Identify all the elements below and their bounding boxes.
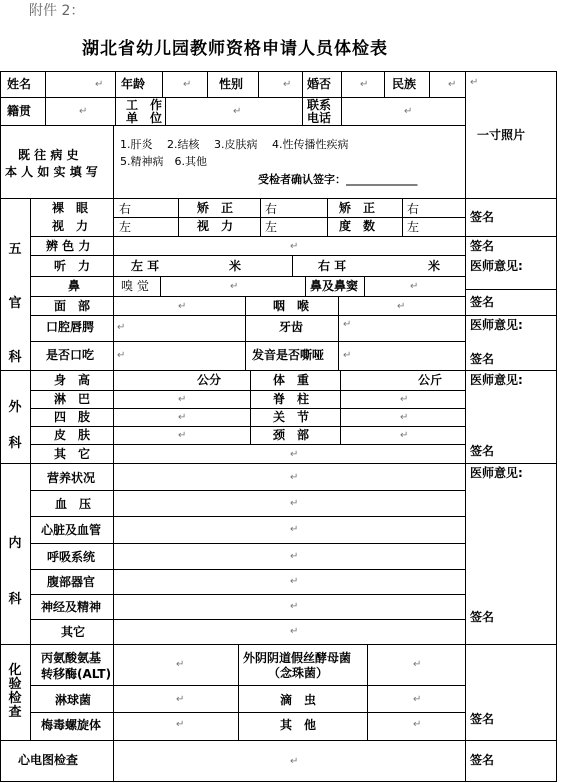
alt-field[interactable]: ↵ [176,659,185,670]
label-correction-degree-line1: 矫 正 [339,201,376,215]
history-options-line1: 1.肝炎 2.结核 3.皮肤病 4.性传播性疾病 [120,138,349,151]
label-work-line2: 单 位 [126,111,163,125]
label-neuro: 神经及精神 [41,600,102,614]
smell-field[interactable]: ↵ [230,281,239,292]
naked-left[interactable]: 左 [119,220,132,234]
stutter-field[interactable]: ↵ [117,350,126,361]
gonorrhea-field[interactable]: ↵ [176,694,185,705]
label-weight: 体 重 [273,373,310,387]
label-height: 身 高 [54,373,91,387]
attachment-label: 附件 2： [29,3,85,19]
label-respiratory: 呼吸系统 [47,550,96,564]
limbs-field[interactable]: ↵ [178,412,187,423]
spine-field[interactable]: ↵ [400,394,409,405]
sign-ent[interactable]: 签名 [470,295,495,309]
label-alt-line1: 丙氨酸氨基 [41,651,102,665]
face-field[interactable]: ↵ [178,301,187,312]
label-surgery-other: 其 它 [54,447,91,461]
label-naked-vision-line1: 裸 眼 [52,201,89,215]
lab-other-field[interactable]: ↵ [413,719,422,730]
internal-other-field[interactable]: ↵ [290,626,299,637]
history-label-line1: 既 往 病 史 [18,148,79,162]
throat-field[interactable]: ↵ [397,301,406,312]
sign-ecg[interactable]: 签名 [470,753,495,767]
gender-field[interactable]: ↵ [283,79,292,90]
label-throat: 咽 喉 [273,299,310,313]
label-hearing: 听 力 [54,259,91,273]
corrected-right[interactable]: 右 [265,202,278,216]
section-facial: 五 官 科 [8,242,22,365]
work-field[interactable]: ↵ [233,106,242,117]
ecg-field[interactable]: ↵ [290,756,299,767]
label-internal-other: 其它 [61,625,86,639]
label-limbs: 四 肢 [54,410,91,424]
section-surgery: 外 科 [8,400,22,451]
lymph-field[interactable]: ↵ [178,394,187,405]
label-stutter: 是否口吃 [46,348,95,362]
section-lab: 化 验 检 查 [8,663,22,720]
unit-kg: 公斤 [418,373,443,387]
unit-meter-right: 米 [428,259,441,273]
history-label-line2: 本 人 如 实 填 写 [5,165,98,179]
name-field[interactable]: ↵ [95,79,104,90]
unit-meter-left: 米 [229,259,242,273]
label-contact-line1: 联系 [307,98,332,112]
sign-surgery[interactable]: 签名 [470,444,495,458]
hometown-field[interactable]: ↵ [79,106,88,117]
doctor-opinion-internal: 医师意见: [470,466,523,480]
candida-field[interactable]: ↵ [413,659,422,670]
sign-color[interactable]: 签名 [470,239,495,253]
label-naked-vision-line2: 视 力 [52,219,89,233]
label-contact-line2: 电话 [307,111,332,125]
label-ethnic: 民族 [392,77,417,91]
doctor-opinion-ent: 医师意见: [470,259,523,273]
degree-right[interactable]: 右 [407,202,420,216]
neuro-field[interactable]: ↵ [290,601,299,612]
label-married: 婚否 [307,77,332,91]
surgery-other-field[interactable]: ↵ [290,449,299,460]
sinus-field[interactable]: ↵ [410,281,419,292]
label-ecg: 心电图检查 [18,753,79,767]
hoarse-field[interactable]: ↵ [343,350,352,361]
label-spine: 脊 柱 [273,392,310,406]
label-corrected-vision-line1: 矫 正 [197,201,234,215]
label-sinus: 鼻及鼻窦 [310,279,359,293]
section-internal: 内 科 [8,536,22,607]
sign-dental[interactable]: 签名 [470,352,495,366]
label-blood-pressure: 血 压 [55,497,92,511]
skin-field[interactable]: ↵ [178,430,187,441]
joints-field[interactable]: ↵ [400,412,409,423]
naked-right[interactable]: 右 [119,202,132,216]
label-candida-line1: 外阴阴道假丝酵母菌 [243,651,352,665]
label-lymph: 淋 巴 [54,392,91,406]
label-teeth: 牙齿 [279,320,304,334]
color-vision-field[interactable]: ↵ [290,241,299,252]
contact-field[interactable]: ↵ [404,106,413,117]
degree-left[interactable]: 左 [407,220,420,234]
label-trichomonas: 滴 虫 [280,693,317,707]
label-smell: 嗅 觉 [121,279,149,293]
label-right-ear: 右 耳 [318,259,347,273]
photo-area: ↵ [470,77,479,88]
photo-label: 一寸照片 [477,128,526,142]
sign-lab[interactable]: 签名 [470,712,495,726]
label-left-ear: 左 耳 [131,259,160,273]
lips-field[interactable]: ↵ [117,322,126,333]
label-cardio: 心脏及血管 [41,523,102,537]
label-nose: 鼻 [68,279,81,293]
label-joints: 关 节 [273,410,310,424]
label-hoarse: 发音是否嘶哑 [252,348,325,362]
label-correction-degree-line2: 度 数 [339,219,376,233]
doctor-opinion-surgery: 医师意见: [470,373,523,387]
label-work-line1: 工 作 [126,98,163,112]
sign-vision[interactable]: 签名 [470,210,495,224]
sign-internal[interactable]: 签名 [470,610,495,624]
abdomen-field[interactable]: ↵ [290,576,299,587]
label-name: 姓名 [7,77,32,91]
blood-pressure-field[interactable]: ↵ [290,498,299,509]
nutrition-field[interactable]: ↵ [290,472,299,483]
form-title: 湖北省幼儿园教师资格申请人员体检表 [82,39,388,59]
label-color-vision: 辨 色 力 [46,239,91,253]
label-skin: 皮 肤 [54,428,91,442]
label-candida-line2: （念珠菌） [268,666,329,680]
label-syphilis: 梅毒螺旋体 [41,718,102,732]
label-neck: 颈 部 [273,428,310,442]
label-gonorrhea: 淋球菌 [55,693,92,707]
trichomonas-field[interactable]: ↵ [413,694,422,705]
label-face: 面 部 [54,299,91,313]
label-lab-other: 其 他 [280,718,317,732]
label-abdomen: 腹部器官 [47,575,96,589]
neck-field[interactable]: ↵ [400,430,409,441]
respiratory-field[interactable]: ↵ [290,551,299,562]
label-age: 年龄 [121,77,146,91]
unit-cm: 公分 [197,373,222,387]
label-lips: 口腔唇腭 [46,320,95,334]
label-nutrition: 营养状况 [47,471,96,485]
married-field[interactable]: ↵ [360,79,369,90]
label-hometown: 籍贯 [7,104,32,118]
age-field[interactable]: ↵ [183,79,192,90]
label-alt-line2: 转移酶(ALT) [41,667,112,681]
teeth-field[interactable]: ↵ [343,319,352,330]
ethnic-field[interactable]: ↵ [448,79,457,90]
history-signature[interactable]: 受检者确认签字：_____________ [258,173,418,186]
label-corrected-vision-line2: 视 力 [197,219,234,233]
label-gender: 性别 [219,77,244,91]
corrected-left[interactable]: 左 [265,220,278,234]
doctor-opinion-dental: 医师意见: [470,318,523,332]
cardio-field[interactable]: ↵ [290,524,299,535]
syphilis-field[interactable]: ↵ [176,719,185,730]
history-options-line2: 5.精神病 6.其他 [120,155,207,168]
